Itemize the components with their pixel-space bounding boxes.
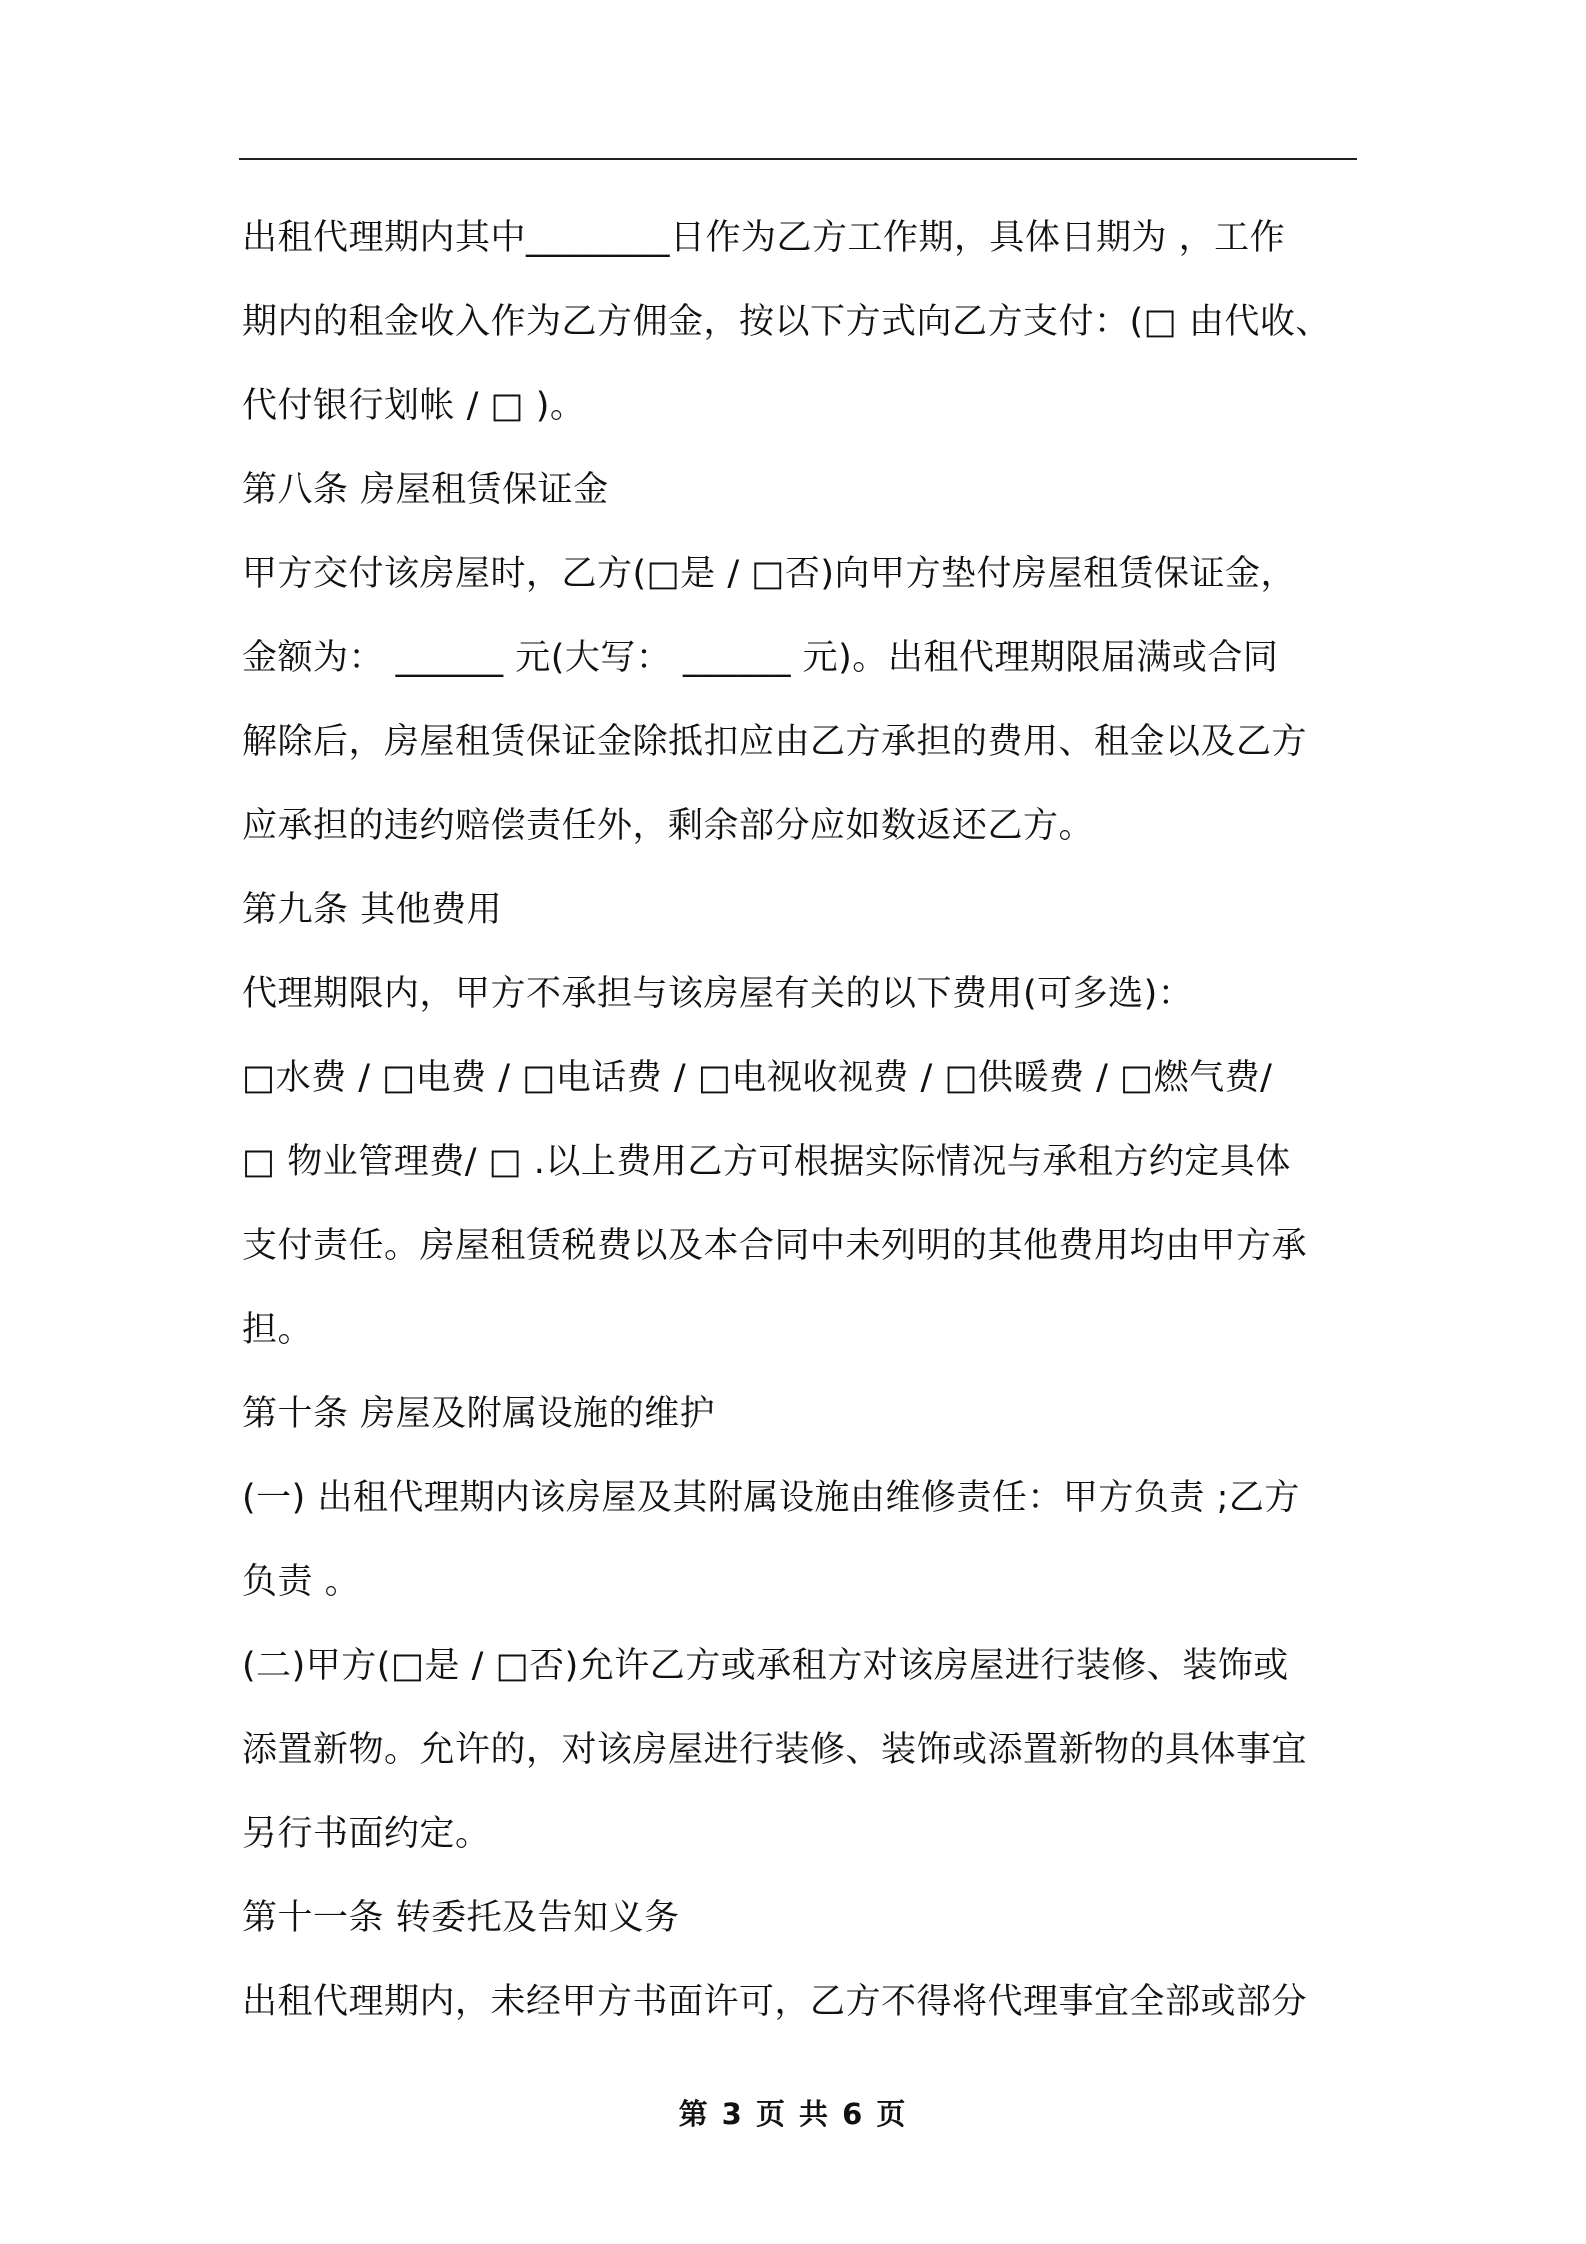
section-heading-article-10: 第十条 房屋及附属设施的维护 [242,1394,716,1434]
section-heading-article-9: 第九条 其他费用 [242,890,503,930]
section-heading-article-11: 第十一条 转委托及告知义务 [242,1898,680,1938]
body-line-8: 应承担的违约赔偿责任外，剩余部分应如数返还乙方。 [242,806,1095,846]
body-line-22: 出租代理期内，未经甲方书面许可，乙方不得将代理事宜全部或部分 [242,1982,1308,2022]
body-line-11: □水费 / □电费 / □电话费 / □电视收视费 / □供暖费 / □燃气费/ [242,1058,1273,1098]
header-rule [239,158,1357,160]
body-line-5: 甲方交付该房屋时，乙方(□是 / □否)向甲方垫付房屋租赁保证金， [242,554,1296,594]
body-line-16: (一) 出租代理期内该房屋及其附属设施由维修责任：甲方负责 ;乙方 [242,1478,1300,1518]
body-line-1: 出租代理期内其中________日作为乙方工作期，具体日期为 ，工作 [242,218,1286,258]
document-body [242,196,1358,2044]
body-line-13: 支付责任。房屋租赁税费以及本合同中未列明的其他费用均由甲方承 [242,1226,1308,1266]
body-line-17: 负责 。 [242,1562,361,1602]
body-line-19: 添置新物。允许的，对该房屋进行装修、装饰或添置新物的具体事宜 [242,1730,1308,1770]
body-line-3: 代付银行划帐 / □ )。 [242,386,586,426]
body-line-2: 期内的租金收入作为乙方佣金，按以下方式向乙方支付：(□ 由代收、 [242,302,1331,342]
body-line-14: 担。 [242,1310,314,1350]
body-line-18: (二)甲方(□是 / □否)允许乙方或承租方对该房屋进行装修、装饰或 [242,1646,1289,1686]
body-line-6: 金额为： ______ 元(大写： ______ 元)。出租代理期限届满或合同 [242,638,1279,678]
body-line-7: 解除后，房屋租赁保证金除抵扣应由乙方承担的费用、租金以及乙方 [242,722,1308,762]
page-number: 第 3 页 共 6 页 [678,2097,908,2131]
body-line-12: □ 物业管理费/ □ .以上费用乙方可根据实际情况与承租方约定具体 [242,1142,1291,1182]
body-line-10: 代理期限内，甲方不承担与该房屋有关的以下费用(可多选)： [242,974,1194,1014]
body-line-20: 另行书面约定。 [242,1814,491,1854]
section-heading-article-8: 第八条 房屋租赁保证金 [242,470,609,510]
